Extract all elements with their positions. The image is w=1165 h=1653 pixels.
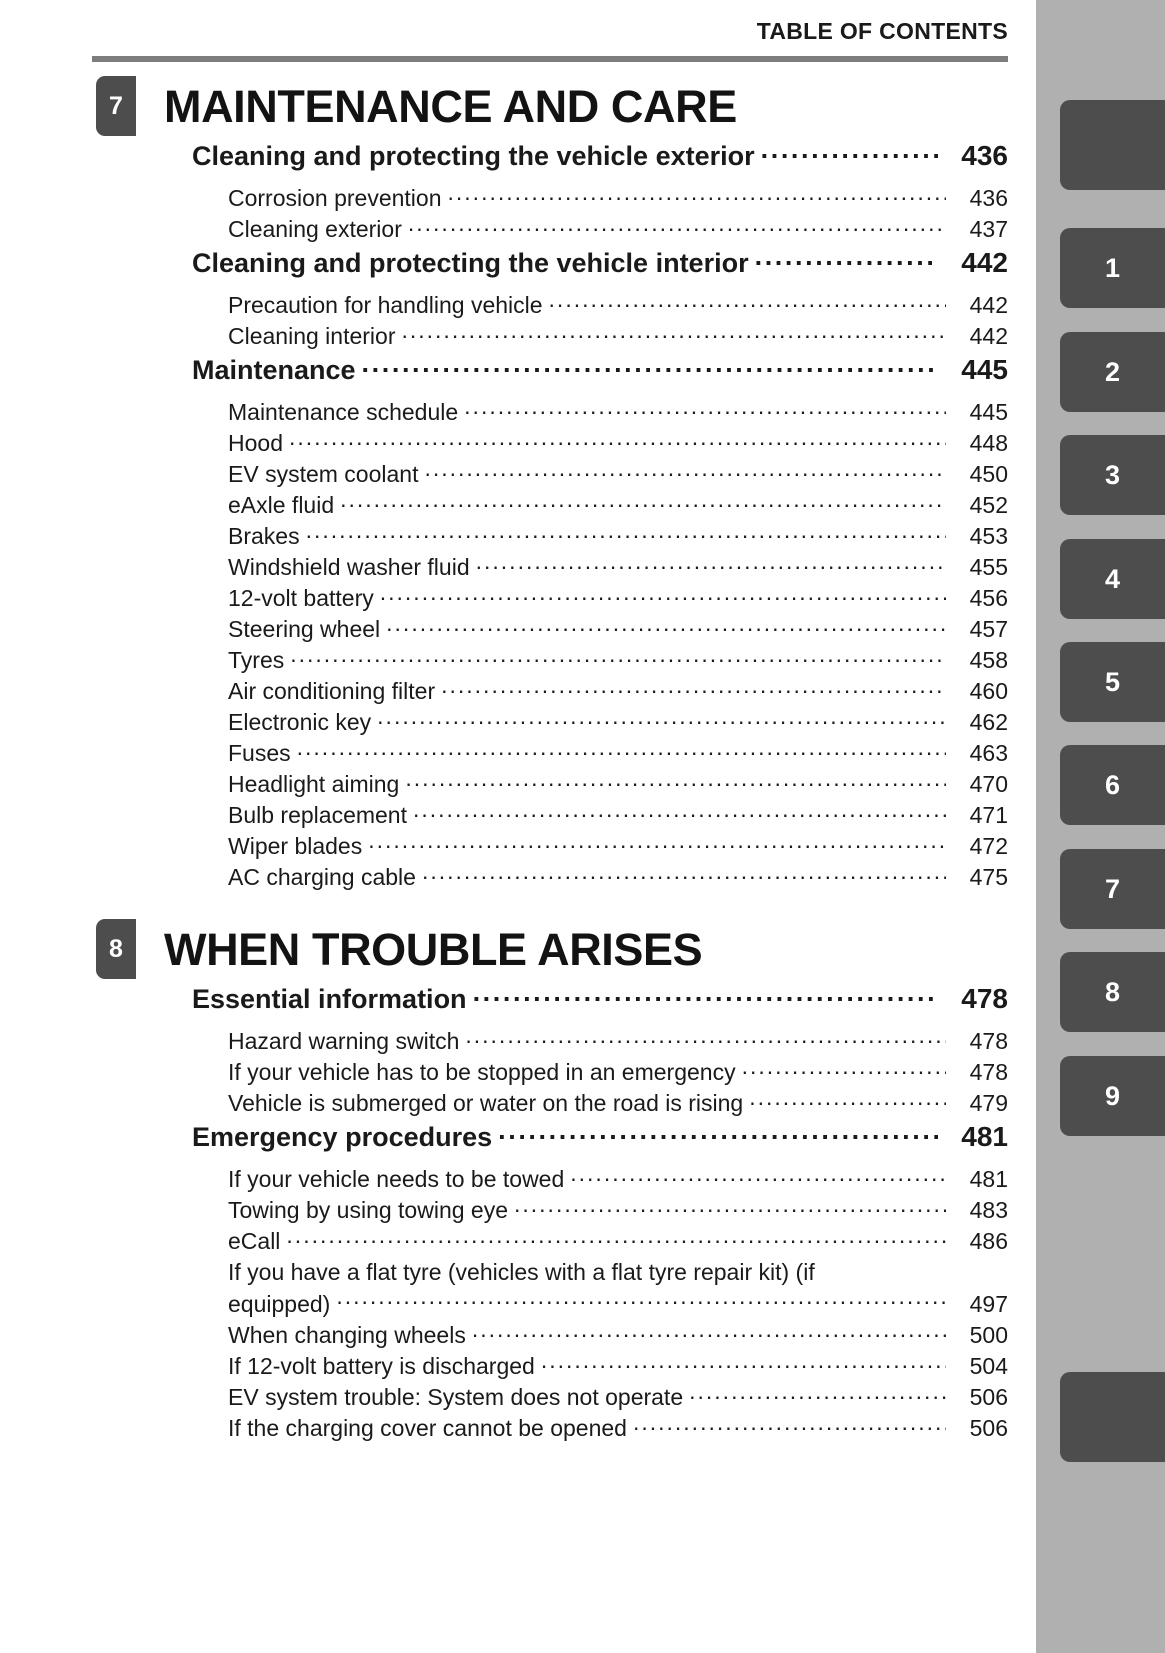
toc-entry-label: If 12-volt battery is discharged xyxy=(228,1353,535,1379)
dot-leader xyxy=(380,583,946,606)
toc-entry-page-number: 448 xyxy=(969,430,1008,456)
dot-leader xyxy=(448,183,946,206)
toc-entry[interactable] xyxy=(0,707,1036,738)
chapter-title: WHEN TROUBLE ARISES xyxy=(164,923,703,975)
dot-leader xyxy=(541,1351,946,1374)
toc-entry-label: Electronic key xyxy=(228,709,372,735)
toc-entry[interactable] xyxy=(0,397,1036,428)
dot-leader xyxy=(472,1320,946,1343)
toc-entry-label: Maintenance schedule xyxy=(228,399,459,425)
toc-section-label: Emergency procedures xyxy=(192,1122,493,1152)
chapter-number-badge: 8 xyxy=(96,919,136,979)
dot-leader xyxy=(386,614,946,637)
toc-entry-page-number: 478 xyxy=(969,1059,1008,1085)
toc-entry[interactable] xyxy=(0,1382,1036,1413)
toc-entry-label: If the charging cover cannot be opened xyxy=(228,1415,627,1441)
toc-entry-page-number: 486 xyxy=(969,1228,1008,1254)
toc-entry-label: Brakes xyxy=(228,523,300,549)
chapter-tab-blank-0[interactable] xyxy=(1060,100,1165,190)
page-title: TABLE OF CONTENTS xyxy=(756,18,1008,44)
toc-entry-label: Air conditioning filter xyxy=(228,678,436,704)
toc-entry[interactable] xyxy=(0,290,1036,321)
dot-leader xyxy=(761,138,938,165)
toc-section[interactable] xyxy=(0,138,1036,183)
toc-entry[interactable] xyxy=(0,552,1036,583)
chapter-tab-rail xyxy=(1036,0,1165,1653)
toc-entry[interactable] xyxy=(0,1226,1036,1257)
dot-leader xyxy=(413,800,946,823)
dot-leader xyxy=(368,831,946,854)
toc-entry[interactable] xyxy=(0,214,1036,245)
dot-leader xyxy=(377,707,946,730)
dot-leader xyxy=(306,521,946,544)
chapter-tab-5[interactable]: 5 xyxy=(1060,642,1165,722)
toc-entry-label: Windshield washer fluid xyxy=(228,554,470,580)
toc-entry-label: 12-volt battery xyxy=(228,585,374,611)
toc-section-label: Cleaning and protecting the vehicle exterior xyxy=(192,141,755,171)
dot-leader xyxy=(498,1119,938,1146)
toc-entry-page-number: 450 xyxy=(969,461,1008,487)
toc-entry-label: Corrosion prevention xyxy=(228,185,442,211)
toc-entry-label-line1: If you have a flat tyre (vehicles with a flat tyre repair kit) (if xyxy=(228,1259,815,1285)
chapter-tab-6[interactable]: 6 xyxy=(1060,745,1165,825)
toc-section-label: Cleaning and protecting the vehicle interior xyxy=(192,248,749,278)
toc-entry-label: Precaution for handling vehicle xyxy=(228,292,543,318)
toc-section-page-number: 478 xyxy=(961,983,1008,1014)
toc-entry-page-number: 458 xyxy=(969,647,1008,673)
toc-entry-page-number: 442 xyxy=(969,323,1008,349)
toc-entry-label: Wiper blades xyxy=(228,833,363,859)
toc-entry-page-number: 445 xyxy=(969,399,1008,425)
toc-entry[interactable] xyxy=(0,1195,1036,1226)
chapter-title: MAINTENANCE AND CARE xyxy=(164,80,737,132)
toc-entry-label: When changing wheels xyxy=(228,1322,466,1348)
toc-entry-page-number: 453 xyxy=(969,523,1008,549)
toc-entry[interactable] xyxy=(0,1257,1036,1320)
toc-entry-label: Cleaning interior xyxy=(228,323,396,349)
dot-leader xyxy=(340,490,946,513)
toc-entry-page-number: 481 xyxy=(969,1166,1008,1192)
toc-entry-label: eAxle fluid xyxy=(228,492,335,518)
toc-entry[interactable] xyxy=(0,676,1036,707)
dot-leader xyxy=(424,459,946,482)
toc-entry[interactable] xyxy=(0,428,1036,459)
toc-entry-page-number: 436 xyxy=(969,185,1008,211)
toc-entry-page-number: 478 xyxy=(969,1028,1008,1054)
toc-section[interactable] xyxy=(0,245,1036,290)
toc-section-page-number: 436 xyxy=(961,140,1008,171)
dot-leader xyxy=(742,1057,946,1080)
toc-entry-page-number: 470 xyxy=(969,771,1008,797)
toc-entry-label: Headlight aiming xyxy=(228,771,400,797)
dot-leader xyxy=(549,290,946,313)
chapter-heading xyxy=(0,917,1036,981)
toc-entry-page-number: 504 xyxy=(969,1353,1008,1379)
toc-entry[interactable] xyxy=(0,321,1036,352)
toc-section-label: Essential information xyxy=(192,984,467,1014)
dot-leader xyxy=(514,1195,946,1218)
dot-leader xyxy=(476,552,946,575)
chapter-tab-blank-10[interactable] xyxy=(1060,1372,1165,1462)
toc-entry-page-number: 475 xyxy=(969,864,1008,890)
toc-entry-label: Vehicle is submerged or water on the road is rising xyxy=(228,1090,744,1116)
toc-entry-label: Towing by using towing eye xyxy=(228,1197,508,1223)
toc-entry[interactable] xyxy=(0,1351,1036,1382)
chapter-tab-3[interactable]: 3 xyxy=(1060,435,1165,515)
toc-entry-label: If your vehicle needs to be towed xyxy=(228,1166,565,1192)
toc-entry[interactable] xyxy=(0,769,1036,800)
dot-leader xyxy=(755,245,938,272)
toc-section-label: Maintenance xyxy=(192,355,356,385)
chapter-number-badge: 7 xyxy=(96,76,136,136)
toc-entry-label: eCall xyxy=(228,1228,281,1254)
dot-leader xyxy=(290,645,946,668)
toc-entry-label: AC charging cable xyxy=(228,864,416,890)
dot-leader xyxy=(297,738,946,761)
toc-section[interactable] xyxy=(0,981,1036,1026)
toc-section[interactable] xyxy=(0,352,1036,397)
dot-leader xyxy=(408,214,946,237)
toc-entry[interactable] xyxy=(0,1164,1036,1195)
dot-leader xyxy=(405,769,946,792)
toc-section[interactable] xyxy=(0,1119,1036,1164)
toc-entry-page-number: 460 xyxy=(969,678,1008,704)
toc-entry-label: EV system coolant xyxy=(228,461,419,487)
chapter-tab-4[interactable]: 4 xyxy=(1060,539,1165,619)
toc-entry[interactable] xyxy=(0,1413,1036,1444)
chapter-tab-2[interactable]: 2 xyxy=(1060,332,1165,412)
header-divider xyxy=(92,56,1008,62)
toc-entry[interactable] xyxy=(0,614,1036,645)
toc-entry[interactable] xyxy=(0,521,1036,552)
chapter-list xyxy=(0,74,1036,1444)
toc-entry-label: Tyres xyxy=(228,647,285,673)
toc-entry-label: Bulb replacement xyxy=(228,802,407,828)
dot-leader xyxy=(749,1088,946,1111)
dot-leader xyxy=(289,428,946,451)
toc-entry[interactable] xyxy=(0,1320,1036,1351)
toc-section-page-number: 481 xyxy=(961,1121,1008,1152)
toc-entry-page-number: 463 xyxy=(969,740,1008,766)
toc-entry-page-number: 437 xyxy=(969,216,1008,242)
dot-leader xyxy=(465,1026,946,1049)
toc-entry[interactable] xyxy=(0,862,1036,893)
rail-background xyxy=(1036,0,1060,1653)
toc-section-page-number: 445 xyxy=(961,354,1008,385)
toc-entry[interactable] xyxy=(0,459,1036,490)
chapter-8 xyxy=(0,917,1036,1444)
toc-entry-page-number: 456 xyxy=(969,585,1008,611)
toc-entry[interactable] xyxy=(0,1026,1036,1057)
toc-entry-label: Hood xyxy=(228,430,283,456)
toc-entry[interactable] xyxy=(0,738,1036,769)
toc-entry[interactable] xyxy=(0,645,1036,676)
toc-entry[interactable] xyxy=(0,583,1036,614)
chapter-tab-9[interactable]: 9 xyxy=(1060,1056,1165,1136)
dot-leader xyxy=(422,862,946,885)
chapter-tab-8[interactable]: 8 xyxy=(1060,952,1165,1032)
dot-leader xyxy=(336,1289,946,1312)
toc-entry[interactable] xyxy=(0,183,1036,214)
toc-entry-label: Steering wheel xyxy=(228,616,381,642)
toc-entry-page-number: 452 xyxy=(969,492,1008,518)
toc-entry-page-number: 471 xyxy=(969,802,1008,828)
toc-entry-label: If your vehicle has to be stopped in an emergency xyxy=(228,1059,736,1085)
dot-leader xyxy=(286,1226,946,1249)
chapter-7 xyxy=(0,74,1036,893)
toc-entry-page-number: 455 xyxy=(969,554,1008,580)
toc-entry-page-number: 462 xyxy=(969,709,1008,735)
toc-entry-label-line2: equipped) xyxy=(228,1291,331,1317)
dot-leader xyxy=(570,1164,946,1187)
toc-entry-page-number: 506 xyxy=(969,1384,1008,1410)
toc-entry-label: Cleaning exterior xyxy=(228,216,402,242)
toc-entry-page-number: 500 xyxy=(969,1322,1008,1348)
toc-entry[interactable] xyxy=(0,1088,1036,1119)
dot-leader xyxy=(633,1413,946,1436)
toc-section-page-number: 442 xyxy=(961,247,1008,278)
toc-entry[interactable] xyxy=(0,1057,1036,1088)
toc-entry-page-number: 472 xyxy=(969,833,1008,859)
toc-entry-page-number: 457 xyxy=(969,616,1008,642)
chapter-heading xyxy=(0,74,1036,138)
chapter-tab-1[interactable]: 1 xyxy=(1060,228,1165,308)
toc-entry-label: Hazard warning switch xyxy=(228,1028,460,1054)
toc-entry[interactable] xyxy=(0,490,1036,521)
dot-leader xyxy=(401,321,946,344)
chapter-tab-7[interactable]: 7 xyxy=(1060,849,1165,929)
toc-entry-page-number: 479 xyxy=(969,1090,1008,1116)
toc-entry[interactable] xyxy=(0,800,1036,831)
toc-entry-page-number: 506 xyxy=(969,1415,1008,1441)
dot-leader xyxy=(473,981,938,1008)
toc-entry-label: EV system trouble: System does not operate xyxy=(228,1384,684,1410)
toc-entry-page-number: 442 xyxy=(969,292,1008,318)
toc-entry[interactable] xyxy=(0,831,1036,862)
dot-leader xyxy=(689,1382,946,1405)
dot-leader xyxy=(464,397,946,420)
toc-entry-page-number: 497 xyxy=(969,1291,1008,1317)
toc-entry-label: Fuses xyxy=(228,740,291,766)
toc-entry-page-number: 483 xyxy=(969,1197,1008,1223)
dot-leader xyxy=(441,676,946,699)
dot-leader xyxy=(362,352,938,379)
